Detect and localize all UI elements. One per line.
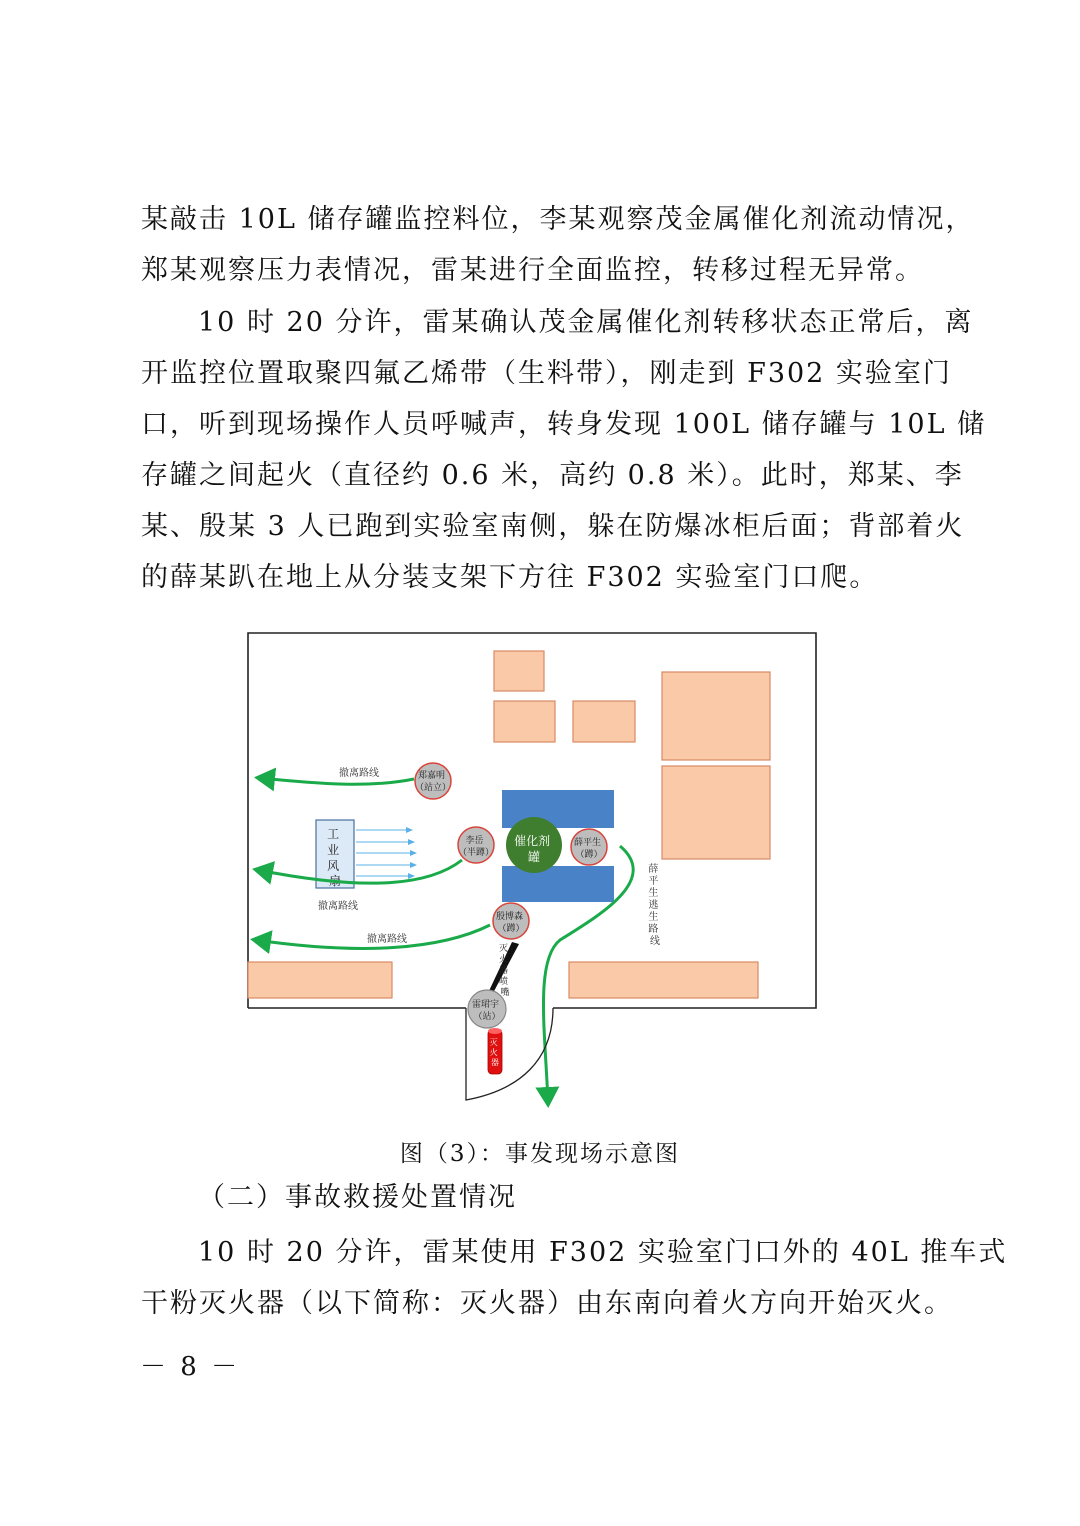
text-line: 的薛某趴在地上从分装支架下方往 F302 实验室门口爬。 — [141, 562, 879, 593]
site-diagram — [240, 628, 830, 1118]
equipment-box — [494, 701, 555, 742]
person-zheng — [415, 763, 451, 799]
paragraph-1 — [141, 194, 975, 296]
person-yin — [493, 903, 529, 939]
svg-text:灭 火 器: 灭 火 器 — [489, 1038, 499, 1067]
xue-route-label: 薛 平 生 逃 生 路 线 — [648, 864, 660, 947]
person-xue — [571, 829, 607, 865]
airflow-arrows — [356, 830, 416, 876]
svg-text:薛平生 （蹲）: 薛平生 （蹲） — [574, 838, 603, 860]
catalyst-tank-label: 催化剂 罐 — [514, 834, 551, 864]
route-label: 撤离路线 — [318, 901, 358, 912]
text-line: 10 时 20 分许，雷某确认茂金属催化剂转移状态正常后，离 — [198, 307, 974, 338]
equipment-box — [248, 962, 392, 998]
fan-label: 工 业 风 扇 — [327, 827, 342, 888]
text-line: 存罐之间起火（直径约 0.6 米，高约 0.8 米）。此时，郑某、李 — [141, 460, 964, 491]
text-line: 口，听到现场操作人员呼喊声，转身发现 100L 储存罐与 10L 储 — [141, 409, 987, 440]
person-li — [458, 827, 494, 863]
svg-text:郑嘉明 （站立）: 郑嘉明 （站立） — [414, 771, 452, 793]
text-line: 干粉灭火器（以下简称：灭火器）由东南向着火方向开始灭火。 — [141, 1288, 953, 1319]
route-label: 撤离路线 — [367, 934, 407, 945]
equipment-box — [573, 701, 635, 742]
text-line: 10 时 20 分许，雷某使用 F302 实验室门口外的 40L 推车式 — [198, 1237, 1008, 1268]
text-line: 郑某观察压力表情况，雷某进行全面监控，转移过程无异常。 — [141, 255, 924, 286]
person-lei — [468, 990, 506, 1028]
page-number: － 8 － — [140, 1352, 241, 1382]
route-zheng — [260, 778, 414, 784]
nozzle-label: 灭 火 器 喷 嘴 — [499, 944, 510, 998]
equipment-box — [662, 766, 770, 859]
equipment-box — [494, 651, 544, 691]
paragraph-3 — [141, 1227, 1008, 1329]
equipment-box — [569, 962, 758, 998]
svg-text:李岳 （半蹲）: 李岳 （半蹲） — [457, 836, 495, 858]
route-label: 撤离路线 — [339, 768, 379, 779]
section-heading: （二）事故救援处置情况 — [198, 1182, 517, 1213]
paragraph-2 — [141, 297, 987, 603]
text-line: 某、殷某 3 人已跑到实验室南侧，躲在防爆冰柜后面；背部着火 — [141, 511, 965, 542]
text-line: 某敲击 10L 储存罐监控料位，李某观察茂金属催化剂流动情况， — [141, 204, 975, 235]
svg-text:殷博森 （蹲）: 殷博森 （蹲） — [496, 912, 525, 934]
figure-caption: 图（3）：事发现场示意图 — [399, 1141, 681, 1167]
route-li — [258, 860, 462, 883]
fire-extinguisher — [488, 1028, 502, 1074]
equipment-box — [662, 672, 770, 760]
text-line: 开监控位置取聚四氟乙烯带（生料带），刚走到 F302 实验室门 — [141, 358, 952, 389]
svg-text:雷珺宇 （站）: 雷珺宇 （站） — [472, 1000, 501, 1022]
